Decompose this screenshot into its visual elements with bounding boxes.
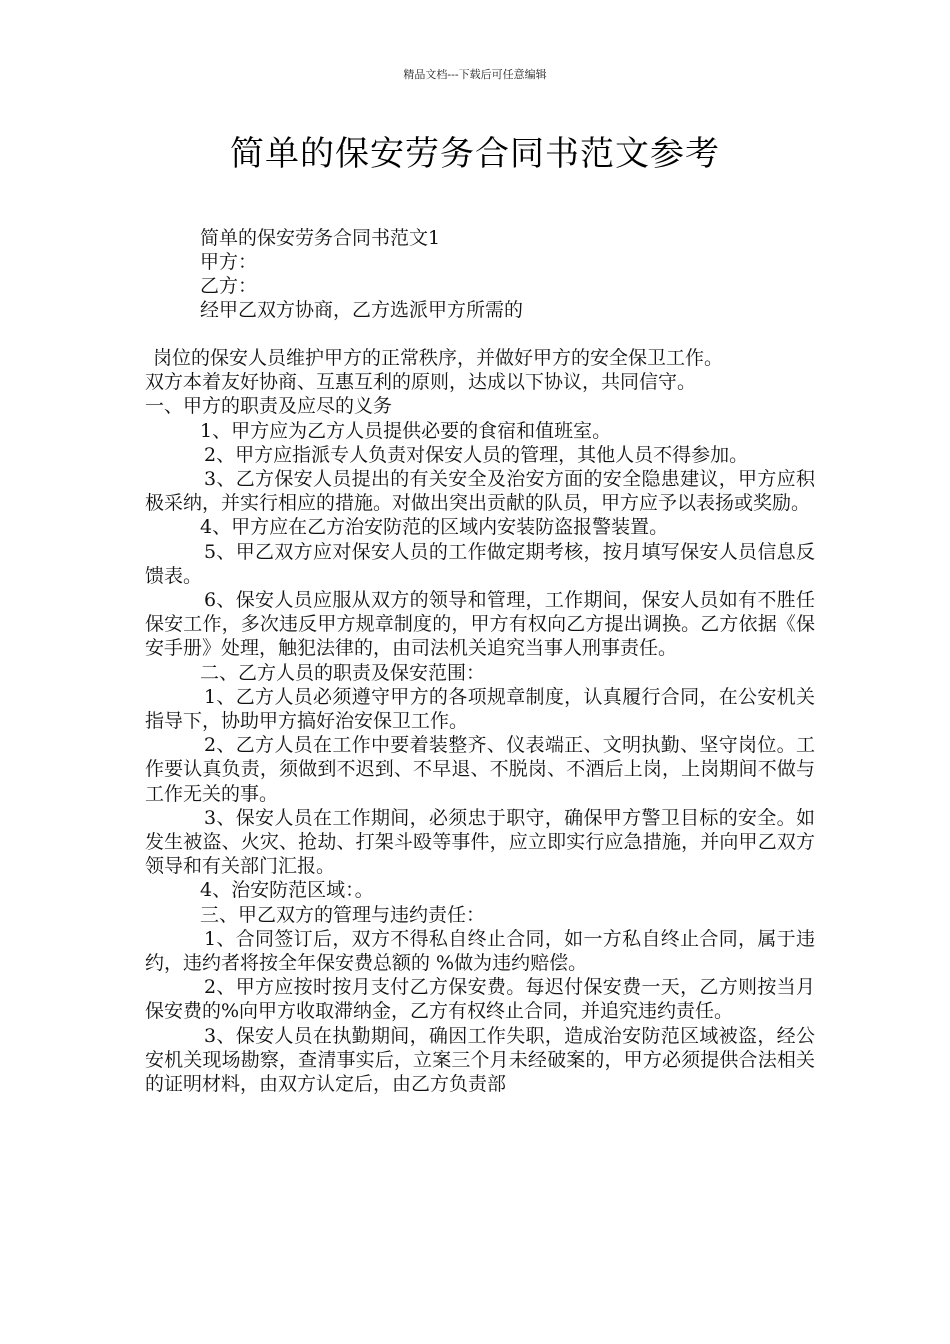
body-paragraph: 岗位的保安人员维护甲方的正常秩序，并做好甲方的安全保卫工作。: [153, 347, 724, 369]
contract-subtitle: 简单的保安劳务合同书范文1: [200, 227, 441, 249]
section-heading: 三、甲乙双方的管理与违约责任：: [200, 903, 486, 926]
clause-item: 3、保安人员在工作期间，必须忠于职守，确保甲方警卫目标的安全。如发生被盗、火灾、抢劫、打架斗殴等事件，应立即实行应急措施，并向甲乙双方领导和有关部门汇报。: [145, 806, 815, 878]
section-heading: 一、甲方的职责及应尽的义务: [145, 395, 393, 418]
intro-block: [200, 226, 523, 322]
intro-lead-sentence: 经甲乙双方协商，乙方选派甲方所需的: [200, 299, 524, 321]
clause-item: 2、乙方人员在工作中要着装整齐、仪表端正、文明执勤、坚守岗位。工作要认真负责，须做到不迟到、不早退、不脱岗、不酒后上岗，上岗期间不做与工作无关的事。: [145, 734, 815, 805]
clause-item: 1、合同签订后，双方不得私自终止合同，如一方私自终止合同，属于违约，违约者将按全年保安费总额的 %做为违约赔偿。: [145, 927, 815, 975]
party-b-label: 乙方：: [200, 275, 258, 297]
clause-item: 4、甲方应在乙方治安防范的区域内安装防盗报警装置。: [200, 516, 669, 539]
page-header-note: 精品文档---下载后可任意编辑: [403, 68, 547, 81]
clause-item: 5、甲乙双方应对保安人员的工作做定期考核，按月填写保安人员信息反馈表。: [145, 540, 815, 587]
clause-item: 6、保安人员应服从双方的领导和管理，工作期间，保安人员如有不胜任保安工作，多次违反甲方规章制度的，甲方有权向乙方提出调换。乙方依据《保安手册》处理，触犯法律的，由司法机关追究当事人刑事责任。: [145, 589, 815, 660]
clause-item: 3、乙方保安人员提出的有关安全及治安方面的安全隐患建议，甲方应积极采纳，并实行相应的措施。对做出突出贡献的队员，甲方应予以表扬或奖励。: [145, 468, 815, 515]
clause-item: 2、甲方应指派专人负责对保安人员的管理，其他人员不得参加。: [204, 443, 749, 466]
clause-item: 3、保安人员在执勤期间，确因工作失职，造成治安防范区域被盗，经公安机关现场勘察，查清事实后，立案三个月未经破案的，甲方必须提供合法相关的证明材料，由双方认定后，由乙方负责部: [145, 1024, 815, 1096]
clause-item: 1、甲方应为乙方人员提供必要的食宿和值班室。: [200, 419, 612, 442]
party-a-label: 甲方：: [200, 251, 258, 273]
document-title: 简单的保安劳务合同书范文参考: [230, 134, 720, 174]
body-paragraph: 双方本着友好协商、互惠互利的原则，达成以下协议，共同信守。: [145, 371, 697, 394]
contract-body: [145, 346, 815, 1096]
clause-item: 1、乙方人员必须遵守甲方的各项规章制度，认真履行合同，在公安机关指导下，协助甲方搞好治安保卫工作。: [145, 685, 815, 733]
clause-item: 4、治安防范区域：。: [200, 879, 374, 902]
clause-item: 2、甲方应按时按月支付乙方保安费。每迟付保安费一天，乙方则按当月保安费的%向甲方收取滞纳金，乙方有权终止合同，并追究违约责任。: [145, 976, 815, 1023]
section-heading: 二、乙方人员的职责及保安范围：: [200, 661, 486, 684]
